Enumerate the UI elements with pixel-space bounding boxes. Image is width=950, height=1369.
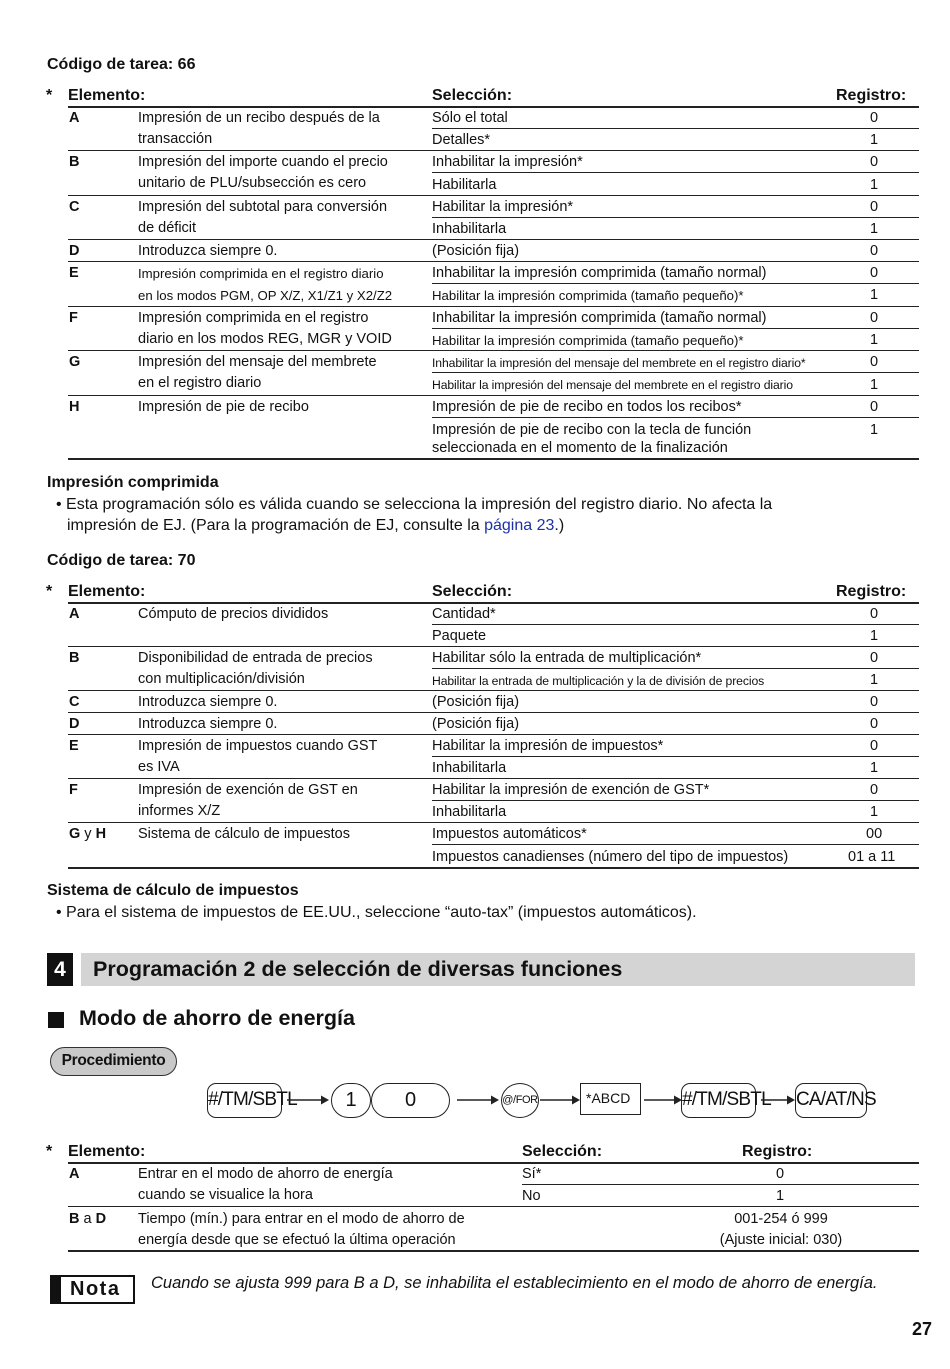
element-text: de déficit [138,220,197,236]
row-key: G [69,354,81,370]
record-value: 1 [870,422,879,438]
row-rule [68,778,919,779]
header-rule [68,1162,919,1164]
element-text: transacción [138,131,213,147]
element-text: Cómputo de precios divididos [138,606,329,622]
key-letter: D [95,1211,107,1227]
record-value: 1 [870,672,879,688]
page-23-link[interactable]: página 23 [484,517,555,534]
square-bullet-icon [48,1012,64,1028]
record-header: Registro: [836,87,907,104]
record-value: 0 [870,782,879,798]
compressed-note-line1: • Esta programación sólo es válida cuando se selecciona la impresión del registro diario. No afecta la [56,496,773,513]
tax-note-line1: • Para el sistema de impuestos de EE.UU., seleccione “auto-tax” (impuestos automáticos). [56,904,697,921]
note-text: impresión de EJ. (Para la programación de EJ, consulte la [67,517,485,534]
selection-text: Habilitar la impresión comprimida (tamaño pequeño)* [432,288,744,303]
row-rule [522,1184,919,1185]
row-rule [68,306,919,307]
key-joiner: y [80,826,96,842]
page-number: 27 [912,1319,933,1339]
ca-at-ns-key[interactable]: CA/AT/NS [795,1083,867,1118]
selection-text: Detalles* [432,132,491,148]
row-rule [68,150,919,151]
row-key: H [69,399,80,415]
record-value: 0 [870,310,879,326]
record-value: 0 [870,694,879,710]
row-rule [432,172,919,173]
required-star: * [46,583,53,600]
row-key: B [69,154,80,170]
record-header: Registro: [836,583,907,600]
element-text: Entrar en el modo de ahorro de energía [138,1166,393,1182]
row-rule [432,624,919,625]
record-value: 0 [870,154,879,170]
selection-text: Habilitar la impresión de exención de GST* [432,782,710,798]
row-rule [432,372,919,373]
row-rule [68,646,919,647]
note-badge-bar [52,1277,61,1302]
key-joiner: a [79,1211,96,1227]
arrow-right-icon [455,1094,501,1106]
record-value: 1 [870,377,879,393]
element-text: Disponibilidad de entrada de precios [138,650,373,666]
record-value: 0 [870,399,879,415]
key-letter: G [69,826,81,842]
compressed-note-title: Impresión comprimida [47,474,219,491]
task-code-66-title: Código de tarea: 66 [47,56,196,73]
selection-text: Habilitar la impresión comprimida (tamaño pequeño)* [432,333,744,348]
selection-text: Habilitar la impresión* [432,199,574,215]
row-rule [68,350,919,351]
key-0[interactable]: 0 [371,1083,450,1118]
tm-sbtl-key[interactable]: #/TM/SBTL [207,1083,282,1118]
for-key[interactable]: @/FOR [501,1083,539,1118]
row-key: A [69,1166,80,1182]
record-value: 0 [870,650,879,666]
row-key: F [69,782,78,798]
selection-text: Habilitar la impresión del mensaje del membrete en el registro diario [432,378,793,392]
selection-text: Paquete [432,628,487,644]
row-rule [432,128,919,129]
required-star: * [46,1143,53,1160]
selection-text: Impresión de pie de recibo en todos los recibos* [432,399,742,415]
row-key: C [69,199,80,215]
record-value: 001-254 ó 999 [734,1211,828,1227]
selection-text: Cantidad* [432,606,496,622]
row-rule [68,261,919,262]
selection-text: Habilitarla [432,177,497,193]
row-rule [432,756,919,757]
record-value: 0 [870,243,879,259]
table-bottom-rule [68,867,919,869]
selection-text: Sólo el total [432,110,508,126]
selection-text: Impresión de pie de recibo con la tecla de función [432,422,752,438]
selection-text: Sí* [522,1166,542,1182]
key-letter: B [69,1211,80,1227]
task-code-70-title: Código de tarea: 70 [47,552,196,569]
element-text: informes X/Z [138,803,221,819]
compressed-note-line2 [67,515,564,536]
record-value: 01 a 11 [848,849,896,865]
row-key: C [69,694,80,710]
row-key: A [69,606,80,622]
row-rule [68,712,919,713]
selection-header: Selección: [432,87,513,104]
row-rule [432,668,919,669]
record-value: 1 [870,221,879,237]
record-value: 1 [870,628,879,644]
record-value: 1 [870,760,879,776]
abcd-entry-box[interactable]: *ABCD [580,1083,641,1115]
row-rule [68,239,919,240]
row-rule [68,690,919,691]
element-text: Impresión de impuestos cuando GST [138,738,378,754]
selection-text: No [522,1188,541,1204]
row-rule [68,195,919,196]
element-text: Impresión de pie de recibo [138,399,309,415]
element-text: Introduzca siempre 0. [138,243,278,259]
note-text: Cuando se ajusta 999 para B a D, se inhabilita el establecimiento en el modo de ahorro de energía. [151,1274,878,1292]
element-text: Tiempo (mín.) para entrar en el modo de ahorro de [138,1211,465,1227]
row-key: E [69,265,79,281]
record-value: 0 [870,606,879,622]
element-text: energía desde que se efectuó la última operación [138,1232,456,1248]
row-rule [432,217,919,218]
element-text: Impresión del importe cuando el precio [138,154,388,170]
selection-header: Selección: [432,583,513,600]
selection-text: Inhabilitarla [432,760,507,776]
required-star: * [46,87,53,104]
table-bottom-rule [68,1250,919,1252]
element-text: Impresión del subtotal para conversión [138,199,388,215]
row-rule [432,800,919,801]
record-header: Registro: [742,1143,813,1160]
element-text: Impresión de un recibo después de la [138,110,380,126]
record-value: 1 [776,1188,785,1204]
energy-saving-title: Modo de ahorro de energía [79,1006,355,1030]
selection-header: Selección: [522,1143,603,1160]
record-value: 1 [870,287,879,303]
selection-text: Habilitar sólo la entrada de multiplicación* [432,650,702,666]
record-value: 0 [870,354,879,370]
record-value: 1 [870,804,879,820]
row-key: D [69,716,80,732]
selection-text: Habilitar la entrada de multiplicación y la de división de precios [432,674,765,688]
row-rule [68,395,919,396]
selection-text: Impuestos canadienses (número del tipo de impuestos) [432,849,789,865]
tax-note-title: Sistema de cálculo de impuestos [47,882,299,899]
selection-text: Inhabilitar la impresión comprimida (tamaño normal) [432,265,767,281]
record-value: 1 [870,132,879,148]
element-text: Impresión del mensaje del membrete [138,354,377,370]
procedure-label: Procedimiento [50,1047,177,1076]
row-key: B [69,650,80,666]
section-number: 4 [47,953,73,986]
element-text: unitario de PLU/subsección es cero [138,175,367,191]
row-rule [68,822,919,823]
element-text: cuando se visualice la hora [138,1187,313,1203]
row-key [69,1211,106,1228]
record-value: 0 [870,199,879,215]
element-text: Impresión comprimida en el registro diario [138,266,384,281]
row-rule [68,1206,919,1207]
element-header: Elemento: [68,583,146,600]
record-value: 00 [866,826,883,842]
table-bottom-rule [68,458,919,460]
record-value: 0 [870,110,879,126]
header-rule [68,602,919,604]
record-value: (Ajuste inicial: 030) [719,1232,843,1248]
row-key: D [69,243,80,259]
element-text: Introduzca siempre 0. [138,694,278,710]
section-heading-bar [47,953,915,986]
record-value: 0 [870,265,879,281]
arrow-right-icon [538,1094,582,1106]
element-header: Elemento: [68,1143,146,1160]
element-text: Introduzca siempre 0. [138,716,278,732]
tm-sbtl-key[interactable]: #/TM/SBTL [681,1083,756,1118]
selection-text: Habilitar la impresión de impuestos* [432,738,664,754]
row-key: F [69,310,78,326]
record-value: 0 [870,738,879,754]
selection-text: seleccionada en el momento de la finalización [432,440,728,456]
record-value: 0 [870,716,879,732]
note-badge [50,1275,135,1304]
note-text: .) [554,517,565,534]
key-letter: H [95,826,107,842]
row-rule [432,283,919,284]
element-text: Impresión de exención de GST en [138,782,358,798]
row-rule [432,417,919,418]
element-text: en el registro diario [138,375,262,391]
row-rule [432,844,919,845]
element-text: con multiplicación/división [138,671,305,687]
element-header: Elemento: [68,87,146,104]
arrow-right-icon [285,1094,331,1106]
element-text: diario en los modos REG, MGR y VOID [138,331,392,347]
element-text: Impresión comprimida en el registro [138,310,369,326]
header-rule [68,106,919,108]
element-text: es IVA [138,759,180,775]
key-1[interactable]: 1 [331,1083,371,1118]
selection-text: (Posición fija) [432,694,520,710]
arrow-right-icon [642,1094,684,1106]
selection-text: Inhabilitarla [432,221,507,237]
row-key: A [69,110,80,126]
section-title: Programación 2 de selección de diversas funciones [93,957,623,981]
selection-text: Inhabilitar la impresión del mensaje del membrete en el registro diario* [432,356,806,370]
row-key [69,826,106,843]
selection-text: Inhabilitarla [432,804,507,820]
note-label: Nota [70,1278,121,1300]
record-value: 1 [870,177,879,193]
row-rule [432,328,919,329]
row-rule [68,734,919,735]
selection-text: Inhabilitar la impresión* [432,154,583,170]
selection-text: Inhabilitar la impresión comprimida (tamaño normal) [432,310,767,326]
record-value: 0 [776,1166,785,1182]
arrow-right-icon [759,1094,797,1106]
selection-text: (Posición fija) [432,243,520,259]
selection-text: Impuestos automáticos* [432,826,587,842]
record-value: 1 [870,332,879,348]
selection-text: (Posición fija) [432,716,520,732]
row-key: E [69,738,79,754]
element-text: en los modos PGM, OP X/Z, X1/Z1 y X2/Z2 [138,288,393,303]
element-text: Sistema de cálculo de impuestos [138,826,350,842]
